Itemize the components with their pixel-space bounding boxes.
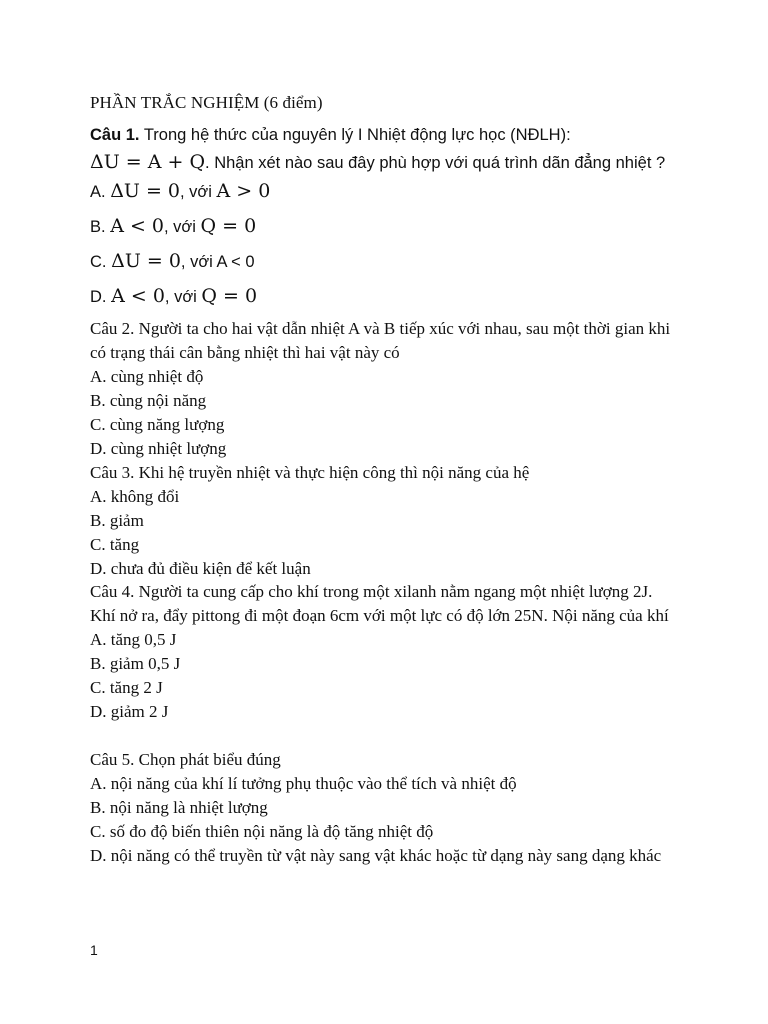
option-prefix: C. <box>90 253 107 271</box>
option-prefix: D. <box>90 288 107 306</box>
question-4-option-b: B. giảm 0,5 J <box>90 654 181 673</box>
question-1-formula: ΔU = A + Q <box>90 151 206 173</box>
question-2-option-d: D. cùng nhiệt lượng <box>90 439 227 458</box>
question-5-option-b: B. nội năng là nhiệt lượng <box>90 798 268 817</box>
question-2-option-b: B. cùng nội năng <box>90 391 207 410</box>
option-math: A < 0 <box>110 215 164 237</box>
question-1-label: Câu 1. <box>90 126 140 144</box>
question-1-option-a <box>90 178 270 206</box>
question-4-option-a: A. tăng 0,5 J <box>90 630 177 649</box>
question-1-stem-text: Trong hệ thức của nguyên lý I Nhiệt động lực học (NĐLH): <box>143 126 571 144</box>
question-1-option-d <box>90 283 257 311</box>
question-5-option-d: D. nội năng có thể truyền từ vật này sang vật khác hoặc từ dạng này sang dạng khác <box>90 846 662 865</box>
question-3-option-d: D. chưa đủ điều kiện để kết luận <box>90 559 311 578</box>
question-3 <box>90 461 680 581</box>
question-2-option-a: A. cùng nhiệt độ <box>90 367 204 386</box>
question-4-stem: Câu 4. Người ta cung cấp cho khí trong một xilanh nằm ngang một nhiệt lượng 2J. Khí nở ra, đẩy pittong đi một đoạn 6cm với một lực có độ lớn 25N. Nội năng của khí <box>90 582 669 625</box>
question-1-option-b <box>90 213 256 241</box>
option-math: Q = 0 <box>201 285 258 307</box>
question-1-option-c <box>90 248 255 276</box>
question-5 <box>90 748 680 868</box>
question-2-stem: Câu 2. Người ta cho hai vật dẫn nhiệt A và B tiếp xúc với nhau, sau một thời gian khi có trạng thái cân bằng nhiệt thì hai vật này có <box>90 319 671 362</box>
question-4 <box>90 580 680 724</box>
page-number: 1 <box>90 942 98 958</box>
question-3-option-c: C. tăng <box>90 535 140 554</box>
question-2-option-c: C. cùng năng lượng <box>90 415 225 434</box>
question-4-option-c: C. tăng 2 J <box>90 678 163 697</box>
question-5-option-a: A. nội năng của khí lí tưởng phụ thuộc vào thể tích và nhiệt độ <box>90 774 517 793</box>
question-2 <box>90 317 680 461</box>
section-title: PHẦN TRẮC NGHIỆM (6 điểm) <box>90 93 323 112</box>
option-math: Q = 0 <box>200 215 257 237</box>
option-math: ΔU = 0 <box>110 180 181 202</box>
question-3-option-b: B. giảm <box>90 511 144 530</box>
option-text: , với <box>164 218 196 236</box>
option-text: , với <box>180 183 212 201</box>
question-3-stem: Câu 3. Khi hệ truyền nhiệt và thực hiện công thì nội năng của hệ <box>90 463 530 482</box>
option-text: , với <box>164 288 197 306</box>
question-4-option-d: D. giảm 2 J <box>90 702 169 721</box>
option-prefix: B. <box>90 218 106 236</box>
question-3-option-a: A. không đổi <box>90 487 180 506</box>
option-math: ΔU = 0 <box>111 250 181 272</box>
question-1-stem-text-2: . Nhận xét nào sau đây phù hợp với quá trình dãn đẳng nhiệt ? <box>205 154 666 172</box>
question-5-stem: Câu 5. Chọn phát biểu đúng <box>90 750 281 769</box>
question-1 <box>90 122 690 307</box>
option-math: A > 0 <box>216 180 271 202</box>
option-text: , với A < 0 <box>180 253 255 271</box>
option-prefix: A. <box>90 183 106 201</box>
question-1-stem <box>90 122 690 177</box>
option-math: A < 0 <box>111 285 165 307</box>
question-5-option-c: C. số đo độ biến thiên nội năng là độ tăng nhiệt độ <box>90 822 434 841</box>
